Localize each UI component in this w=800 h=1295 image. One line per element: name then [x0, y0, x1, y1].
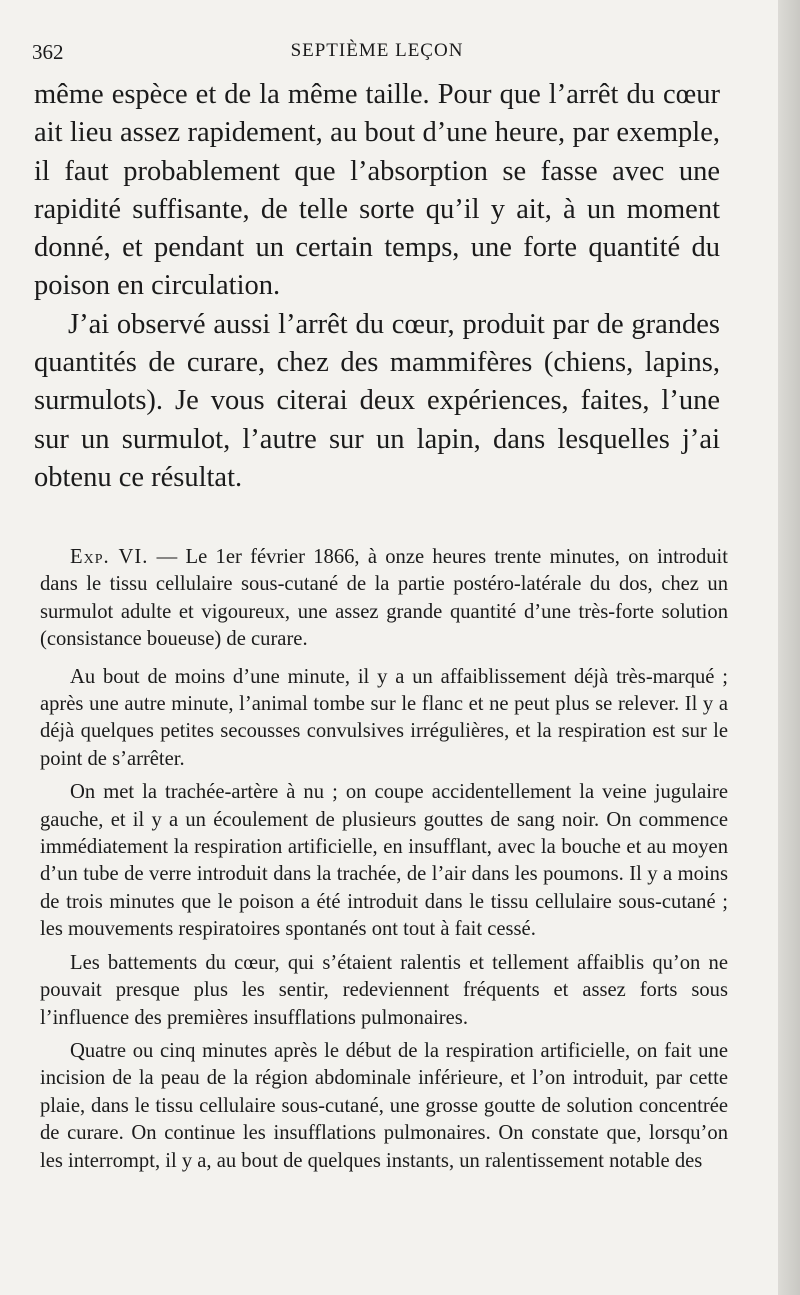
experiment-intro: — Le 1er février 1866, à onze heures trente minutes, on introduit dans le tissu cellulaire sous-cutané de la partie postéro-latérale du dos, chez un surmulot adulte et vigoureux, une assez grande quantité d’une très-forte solution (consistance boueuse) de curare. — [40, 546, 729, 651]
experiment-paragraph-4: Quatre ou cinq minutes après le début de la respiration artificielle, on fait une incision de la peau de la région abdominale inférieure, et l’on introduit, par cette plaie, dans le tissu cellulaire sous-cutané, une grosse goutte de solution concentrée de curare. On continue les insufflations pulmonaires. On constate que, lorsqu’on les interrompt, il y a, au bout de quelques instants, un ralentissement notable des — [40, 1039, 728, 1172]
experiment-paragraph-3: Les battements du cœur, qui s’étaient ralentis et tellement affaiblis qu’on ne pouvait presque plus les sentir, redeviennent fréquents et assez forts sous l’influence des premières insufflations pulmonaires. — [40, 951, 728, 1029]
experiment-paragraph-2: On met la trachée-artère à nu ; on coupe accidentellement la veine jugulaire gauche, et il y a un écoulement de plusieurs gouttes de sang noir. On commence immédiatement la respiration artificielle, en insufflant, avec la bouche et au moyen d’un tube de verre introduit dans la trachée, de l’air dans les poumons. Il y a moins de trois minutes que le poison a été introduit dans le tissu cellulaire sous-cutané ; les mouvements respiratoires spontanés ont tout à fait cessé. — [40, 781, 728, 941]
experiment-intro-paragraph — [40, 544, 728, 654]
running-title: SEPTIÈME LEÇON — [290, 40, 464, 61]
page-number: 362 — [32, 40, 64, 64]
page-edge-shadow — [778, 0, 800, 1295]
experiment-block — [40, 544, 728, 1181]
experiment-label: Exp. VI. — [70, 546, 149, 568]
page-header — [32, 36, 722, 66]
main-text-block — [34, 76, 720, 497]
main-paragraph-1: même espèce et de la même taille. Pour que l’arrêt du cœur ait lieu assez rapidement, au bout d’une heure, par exemple, il faut probablement que l’absorption se fasse avec une rapidité suffisante, de telle sorte qu’il y ait, à un moment donné, et pendant un certain temps, une forte quantité du poison en circulation. — [34, 79, 720, 302]
main-paragraph-2: J’ai observé aussi l’arrêt du cœur, produit par de grandes quantités de curare, chez des mammifères (chiens, lapins, surmulots). Je vous citerai deux expériences, faites, l’une sur un surmulot, l’autre sur un lapin, dans lesquelles j’ai obtenu ce résultat. — [34, 308, 720, 493]
experiment-paragraph-1: Au bout de moins d’une minute, il y a un affaiblissement déjà très-marqué ; après une autre minute, l’animal tombe sur le flanc et ne peut plus se relever. Il y a déjà quelques petites secousses convulsives irrégulières, et la respiration est sur le point de s’arrêter. — [40, 665, 728, 770]
